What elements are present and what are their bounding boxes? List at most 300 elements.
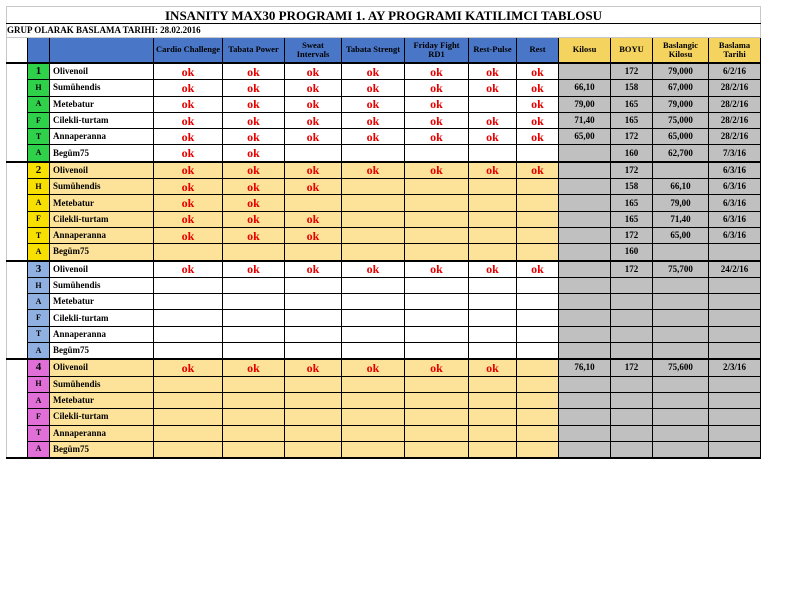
table-row	[7, 343, 761, 360]
baslama-tarihi-cell: 6/3/16	[709, 195, 761, 211]
workout-cell-rest-pulse	[469, 179, 517, 195]
boyu-cell: 165	[611, 112, 653, 128]
workout-cell-tabata-strengt	[342, 195, 405, 211]
boyu-cell	[611, 425, 653, 441]
workout-cell-friday-fight	[405, 425, 469, 441]
table-row	[7, 145, 761, 162]
gutter-cell	[7, 261, 28, 278]
gutter-cell	[7, 96, 28, 112]
col-tabata-strengt: Tabata Strengt	[342, 38, 405, 64]
workout-cell-rest-pulse	[469, 310, 517, 326]
workout-cell-sweat-intervals	[285, 195, 342, 211]
kilosu-cell: 65,00	[559, 129, 611, 145]
workout-cell-rest-pulse	[469, 96, 517, 112]
baslangic-kilosu-cell	[653, 343, 709, 360]
gutter-cell	[7, 112, 28, 128]
workout-cell-sweat-intervals	[285, 277, 342, 293]
baslangic-kilosu-cell: 65,00	[653, 227, 709, 243]
workout-cell-rest: ok	[517, 162, 559, 179]
baslama-tarihi-cell: 28/2/16	[709, 112, 761, 128]
gutter-cell	[7, 359, 28, 376]
hafta-letter: F	[28, 310, 50, 326]
workout-cell-rest-pulse: ok	[469, 112, 517, 128]
participant-name: Metebatur	[50, 96, 154, 112]
participant-name: Olivenoil	[50, 261, 154, 278]
workout-cell-rest	[517, 211, 559, 227]
week-number: 1	[28, 63, 50, 80]
table-row	[7, 359, 761, 376]
workout-cell-rest	[517, 441, 559, 458]
gutter-cell	[7, 211, 28, 227]
workout-cell-tabata-strengt: ok	[342, 96, 405, 112]
gutter-cell	[7, 441, 28, 458]
workout-cell-rest	[517, 409, 559, 425]
baslama-tarihi-cell	[709, 409, 761, 425]
gutter-cell	[7, 244, 28, 261]
workout-cell-cardio-challenge: ok	[154, 195, 223, 211]
col-boyu: BOYU	[611, 38, 653, 64]
workout-cell-rest: ok	[517, 63, 559, 80]
workout-cell-cardio-challenge	[154, 310, 223, 326]
workout-cell-sweat-intervals	[285, 441, 342, 458]
workout-cell-rest-pulse	[469, 244, 517, 261]
gutter-cell	[7, 129, 28, 145]
baslangic-kilosu-cell	[653, 409, 709, 425]
workout-cell-tabata-strengt	[342, 409, 405, 425]
gutter-cell	[7, 63, 28, 80]
hafta-letter: F	[28, 211, 50, 227]
baslama-tarihi-cell: 6/3/16	[709, 179, 761, 195]
workout-cell-rest	[517, 310, 559, 326]
workout-cell-tabata-strengt: ok	[342, 80, 405, 96]
table-row	[7, 211, 761, 227]
baslangic-kilosu-cell	[653, 310, 709, 326]
baslama-tarihi-cell: 6/3/16	[709, 227, 761, 243]
table-row	[7, 376, 761, 392]
workout-cell-friday-fight	[405, 343, 469, 360]
workout-cell-rest-pulse	[469, 409, 517, 425]
participant-name: Olivenoil	[50, 359, 154, 376]
boyu-cell: 172	[611, 63, 653, 80]
table-row	[7, 80, 761, 96]
baslangic-kilosu-cell	[653, 277, 709, 293]
workout-cell-friday-fight	[405, 326, 469, 342]
workout-cell-tabata-power: ok	[223, 162, 285, 179]
boyu-cell: 165	[611, 96, 653, 112]
baslangic-kilosu-cell: 75,700	[653, 261, 709, 278]
workout-cell-friday-fight	[405, 392, 469, 408]
gutter-cell	[7, 326, 28, 342]
participant-name: Metebatur	[50, 294, 154, 310]
baslama-tarihi-cell: 6/3/16	[709, 162, 761, 179]
hafta-letter: A	[28, 343, 50, 360]
workout-cell-tabata-strengt	[342, 145, 405, 162]
boyu-cell	[611, 392, 653, 408]
workout-cell-friday-fight	[405, 376, 469, 392]
table-row	[7, 441, 761, 458]
workout-cell-sweat-intervals	[285, 244, 342, 261]
week-number: 2	[28, 162, 50, 179]
boyu-cell: 165	[611, 211, 653, 227]
gutter-cell	[7, 425, 28, 441]
workout-cell-cardio-challenge: ok	[154, 359, 223, 376]
workout-cell-cardio-challenge	[154, 409, 223, 425]
workout-cell-tabata-power: ok	[223, 195, 285, 211]
workout-cell-tabata-power	[223, 441, 285, 458]
baslama-tarihi-cell	[709, 376, 761, 392]
workout-cell-sweat-intervals	[285, 376, 342, 392]
participant-name: Begüm75	[50, 343, 154, 360]
kilosu-cell	[559, 162, 611, 179]
workout-cell-cardio-challenge: ok	[154, 211, 223, 227]
kilosu-cell	[559, 145, 611, 162]
workout-cell-rest-pulse	[469, 343, 517, 360]
workout-cell-rest	[517, 326, 559, 342]
workout-cell-rest	[517, 195, 559, 211]
table-row	[7, 261, 761, 278]
boyu-cell	[611, 294, 653, 310]
participant-name: Annaperanna	[50, 425, 154, 441]
boyu-cell	[611, 277, 653, 293]
baslama-tarihi-cell: 28/2/16	[709, 80, 761, 96]
workout-cell-rest-pulse	[469, 227, 517, 243]
kilosu-cell: 66,10	[559, 80, 611, 96]
workout-cell-tabata-strengt	[342, 277, 405, 293]
gutter-cell	[7, 294, 28, 310]
baslangic-kilosu-cell	[653, 392, 709, 408]
workout-cell-friday-fight: ok	[405, 96, 469, 112]
baslama-tarihi-cell: 6/2/16	[709, 63, 761, 80]
workout-cell-friday-fight	[405, 244, 469, 261]
col-kilosu: Kilosu	[559, 38, 611, 64]
participant-name: Sumühendis	[50, 80, 154, 96]
workout-cell-rest	[517, 359, 559, 376]
boyu-cell: 172	[611, 261, 653, 278]
table-row	[7, 63, 761, 80]
workout-cell-rest-pulse	[469, 294, 517, 310]
workout-cell-tabata-power	[223, 294, 285, 310]
workout-cell-tabata-strengt	[342, 343, 405, 360]
workout-cell-cardio-challenge: ok	[154, 162, 223, 179]
workout-cell-tabata-power	[223, 425, 285, 441]
table-row	[7, 227, 761, 243]
boyu-cell: 158	[611, 80, 653, 96]
workout-cell-rest	[517, 227, 559, 243]
page-title: INSANITY MAX30 PROGRAMI 1. AY PROGRAMI KATILIMCI TABLOSU	[7, 7, 761, 24]
boyu-cell	[611, 326, 653, 342]
hafta-letter: T	[28, 227, 50, 243]
kilosu-cell: 76,10	[559, 359, 611, 376]
workout-cell-sweat-intervals	[285, 343, 342, 360]
workout-cell-rest-pulse: ok	[469, 63, 517, 80]
boyu-cell: 158	[611, 179, 653, 195]
gutter-cell	[7, 376, 28, 392]
boyu-cell: 172	[611, 359, 653, 376]
gutter-cell	[7, 409, 28, 425]
workout-cell-sweat-intervals: ok	[285, 80, 342, 96]
participant-name: Metebatur	[50, 195, 154, 211]
table-row	[7, 244, 761, 261]
workout-cell-sweat-intervals	[285, 409, 342, 425]
workout-cell-rest	[517, 392, 559, 408]
workout-cell-tabata-power: ok	[223, 96, 285, 112]
workout-cell-cardio-challenge	[154, 294, 223, 310]
kilosu-cell	[559, 179, 611, 195]
col-rest: Rest	[517, 38, 559, 64]
kilosu-cell	[559, 409, 611, 425]
kilosu-cell	[559, 425, 611, 441]
workout-cell-rest	[517, 277, 559, 293]
workout-cell-rest: ok	[517, 129, 559, 145]
workout-cell-cardio-challenge	[154, 441, 223, 458]
participant-name: Annaperanna	[50, 129, 154, 145]
table-row	[7, 326, 761, 342]
boyu-cell	[611, 310, 653, 326]
workout-cell-tabata-power: ok	[223, 80, 285, 96]
baslama-tarihi-cell: 24/2/16	[709, 261, 761, 278]
hafta-letter: F	[28, 112, 50, 128]
workout-cell-sweat-intervals: ok	[285, 63, 342, 80]
baslama-tarihi-cell	[709, 244, 761, 261]
gutter-cell	[7, 38, 28, 64]
baslama-tarihi-cell	[709, 326, 761, 342]
workout-cell-tabata-power: ok	[223, 63, 285, 80]
workout-cell-cardio-challenge: ok	[154, 129, 223, 145]
workout-cell-rest	[517, 343, 559, 360]
workout-cell-sweat-intervals: ok	[285, 96, 342, 112]
gutter-cell	[7, 392, 28, 408]
baslama-tarihi-cell: 6/3/16	[709, 211, 761, 227]
participant-name: Sumühendis	[50, 376, 154, 392]
kilosu-cell	[559, 63, 611, 80]
workout-cell-friday-fight: ok	[405, 112, 469, 128]
workout-cell-tabata-strengt	[342, 294, 405, 310]
workout-cell-cardio-challenge: ok	[154, 179, 223, 195]
workout-cell-tabata-strengt: ok	[342, 261, 405, 278]
workout-cell-sweat-intervals	[285, 145, 342, 162]
participant-name: Begüm75	[50, 244, 154, 261]
participant-name: Annaperanna	[50, 227, 154, 243]
week-number: 3	[28, 261, 50, 278]
gutter-cell	[7, 179, 28, 195]
workout-cell-friday-fight: ok	[405, 129, 469, 145]
workout-cell-rest-pulse	[469, 326, 517, 342]
workout-cell-tabata-power: ok	[223, 145, 285, 162]
workout-cell-tabata-strengt: ok	[342, 112, 405, 128]
hafta-letter: F	[28, 409, 50, 425]
workout-cell-rest	[517, 376, 559, 392]
workout-cell-rest	[517, 294, 559, 310]
table-row	[7, 96, 761, 112]
col-baslangic-kilosu: Baslangic Kilosu	[653, 38, 709, 64]
participant-name: Metebatur	[50, 392, 154, 408]
col-friday-fight: Friday Fight RD1	[405, 38, 469, 64]
table-row	[7, 129, 761, 145]
col-rest-pulse: Rest-Pulse	[469, 38, 517, 64]
kilosu-cell: 71,40	[559, 112, 611, 128]
boyu-cell	[611, 441, 653, 458]
table-row	[7, 162, 761, 179]
kilosu-cell	[559, 310, 611, 326]
workout-cell-cardio-challenge	[154, 277, 223, 293]
workout-cell-tabata-power	[223, 326, 285, 342]
baslama-tarihi-cell	[709, 343, 761, 360]
workout-cell-tabata-power	[223, 310, 285, 326]
workout-cell-tabata-power: ok	[223, 129, 285, 145]
hafta-letter: H	[28, 376, 50, 392]
baslama-tarihi-cell	[709, 392, 761, 408]
workout-cell-rest-pulse: ok	[469, 80, 517, 96]
workout-cell-sweat-intervals	[285, 294, 342, 310]
participant-name: Cilekli-turtam	[50, 112, 154, 128]
workout-cell-friday-fight	[405, 310, 469, 326]
baslangic-kilosu-cell	[653, 376, 709, 392]
workout-cell-rest-pulse	[469, 425, 517, 441]
workout-cell-tabata-strengt: ok	[342, 162, 405, 179]
workout-cell-tabata-power	[223, 392, 285, 408]
workout-cell-sweat-intervals: ok	[285, 211, 342, 227]
table-row	[7, 294, 761, 310]
hafta-letter: A	[28, 294, 50, 310]
kilosu-cell	[559, 343, 611, 360]
participant-name: Cilekli-turtam	[50, 211, 154, 227]
workout-cell-rest: ok	[517, 80, 559, 96]
workout-cell-cardio-challenge	[154, 425, 223, 441]
workout-cell-friday-fight: ok	[405, 359, 469, 376]
workout-cell-cardio-challenge	[154, 376, 223, 392]
name-header	[50, 38, 154, 64]
group-start-date: GRUP OLARAK BASLAMA TARIHI: 28.02.2016	[7, 24, 761, 38]
workout-cell-tabata-strengt: ok	[342, 63, 405, 80]
table-row	[7, 195, 761, 211]
workout-cell-rest-pulse	[469, 441, 517, 458]
workout-cell-friday-fight	[405, 294, 469, 310]
workout-cell-rest	[517, 244, 559, 261]
workout-cell-sweat-intervals: ok	[285, 129, 342, 145]
kilosu-cell	[559, 441, 611, 458]
workout-cell-tabata-power: ok	[223, 179, 285, 195]
hafta-letter: H	[28, 277, 50, 293]
workout-cell-cardio-challenge: ok	[154, 96, 223, 112]
workout-cell-friday-fight: ok	[405, 162, 469, 179]
baslangic-kilosu-cell: 79,000	[653, 63, 709, 80]
baslama-tarihi-cell	[709, 310, 761, 326]
workout-cell-tabata-strengt	[342, 392, 405, 408]
table-row	[7, 179, 761, 195]
baslangic-kilosu-cell: 66,10	[653, 179, 709, 195]
baslama-tarihi-cell: 7/3/16	[709, 145, 761, 162]
baslangic-kilosu-cell: 67,000	[653, 80, 709, 96]
workout-cell-rest: ok	[517, 112, 559, 128]
baslama-tarihi-cell: 2/3/16	[709, 359, 761, 376]
hafta-letter: T	[28, 129, 50, 145]
workout-cell-rest: ok	[517, 261, 559, 278]
table-row	[7, 112, 761, 128]
baslama-tarihi-cell: 28/2/16	[709, 129, 761, 145]
workout-cell-tabata-strengt	[342, 211, 405, 227]
workout-cell-sweat-intervals: ok	[285, 179, 342, 195]
workout-cell-rest-pulse	[469, 211, 517, 227]
baslangic-kilosu-cell: 71,40	[653, 211, 709, 227]
baslangic-kilosu-cell	[653, 326, 709, 342]
workout-cell-tabata-power	[223, 376, 285, 392]
kilosu-cell	[559, 277, 611, 293]
week-number: 4	[28, 359, 50, 376]
workout-cell-tabata-strengt: ok	[342, 359, 405, 376]
gutter-cell	[7, 277, 28, 293]
boyu-cell: 172	[611, 227, 653, 243]
col-baslama-tarihi: Baslama Tarihi	[709, 38, 761, 64]
workout-cell-cardio-challenge: ok	[154, 80, 223, 96]
kilosu-cell	[559, 227, 611, 243]
hafta-letter: A	[28, 244, 50, 261]
hafta-letter: A	[28, 195, 50, 211]
workout-cell-tabata-strengt	[342, 425, 405, 441]
gutter-cell	[7, 227, 28, 243]
participant-name: Sumühendis	[50, 277, 154, 293]
hafta-letter: T	[28, 326, 50, 342]
baslama-tarihi-cell: 28/2/16	[709, 96, 761, 112]
baslangic-kilosu-cell: 75,600	[653, 359, 709, 376]
workout-cell-friday-fight	[405, 195, 469, 211]
table-row	[7, 277, 761, 293]
kilosu-cell	[559, 376, 611, 392]
boyu-cell	[611, 343, 653, 360]
col-cardio-challenge: Cardio Challenge	[154, 38, 223, 64]
participant-table	[6, 6, 761, 459]
workout-cell-friday-fight: ok	[405, 80, 469, 96]
workout-cell-rest	[517, 145, 559, 162]
workout-cell-cardio-challenge	[154, 244, 223, 261]
workout-cell-friday-fight	[405, 145, 469, 162]
workout-cell-friday-fight: ok	[405, 261, 469, 278]
boyu-cell: 160	[611, 244, 653, 261]
baslama-tarihi-cell	[709, 425, 761, 441]
hafta-letter: T	[28, 425, 50, 441]
boyu-cell	[611, 409, 653, 425]
workout-cell-tabata-power	[223, 277, 285, 293]
workout-cell-rest-pulse	[469, 195, 517, 211]
workout-cell-tabata-power: ok	[223, 112, 285, 128]
workout-cell-tabata-strengt	[342, 227, 405, 243]
workout-cell-friday-fight	[405, 277, 469, 293]
boyu-cell: 165	[611, 195, 653, 211]
baslangic-kilosu-cell	[653, 294, 709, 310]
workout-cell-friday-fight	[405, 179, 469, 195]
participant-name: Olivenoil	[50, 63, 154, 80]
workout-cell-sweat-intervals	[285, 392, 342, 408]
kilosu-cell	[559, 244, 611, 261]
workout-cell-friday-fight	[405, 441, 469, 458]
workout-cell-rest: ok	[517, 96, 559, 112]
table-row	[7, 425, 761, 441]
workout-cell-rest-pulse: ok	[469, 129, 517, 145]
baslama-tarihi-cell	[709, 441, 761, 458]
participant-name: Cilekli-turtam	[50, 310, 154, 326]
workout-cell-cardio-challenge	[154, 392, 223, 408]
hafta-letter: A	[28, 145, 50, 162]
table-row	[7, 392, 761, 408]
baslangic-kilosu-cell	[653, 441, 709, 458]
workout-cell-tabata-power	[223, 244, 285, 261]
participant-name: Cilekli-turtam	[50, 409, 154, 425]
hafta-letter: H	[28, 80, 50, 96]
baslangic-kilosu-cell: 62,700	[653, 145, 709, 162]
workout-cell-sweat-intervals: ok	[285, 112, 342, 128]
baslangic-kilosu-cell	[653, 425, 709, 441]
workout-cell-friday-fight: ok	[405, 63, 469, 80]
participant-name: Begüm75	[50, 145, 154, 162]
